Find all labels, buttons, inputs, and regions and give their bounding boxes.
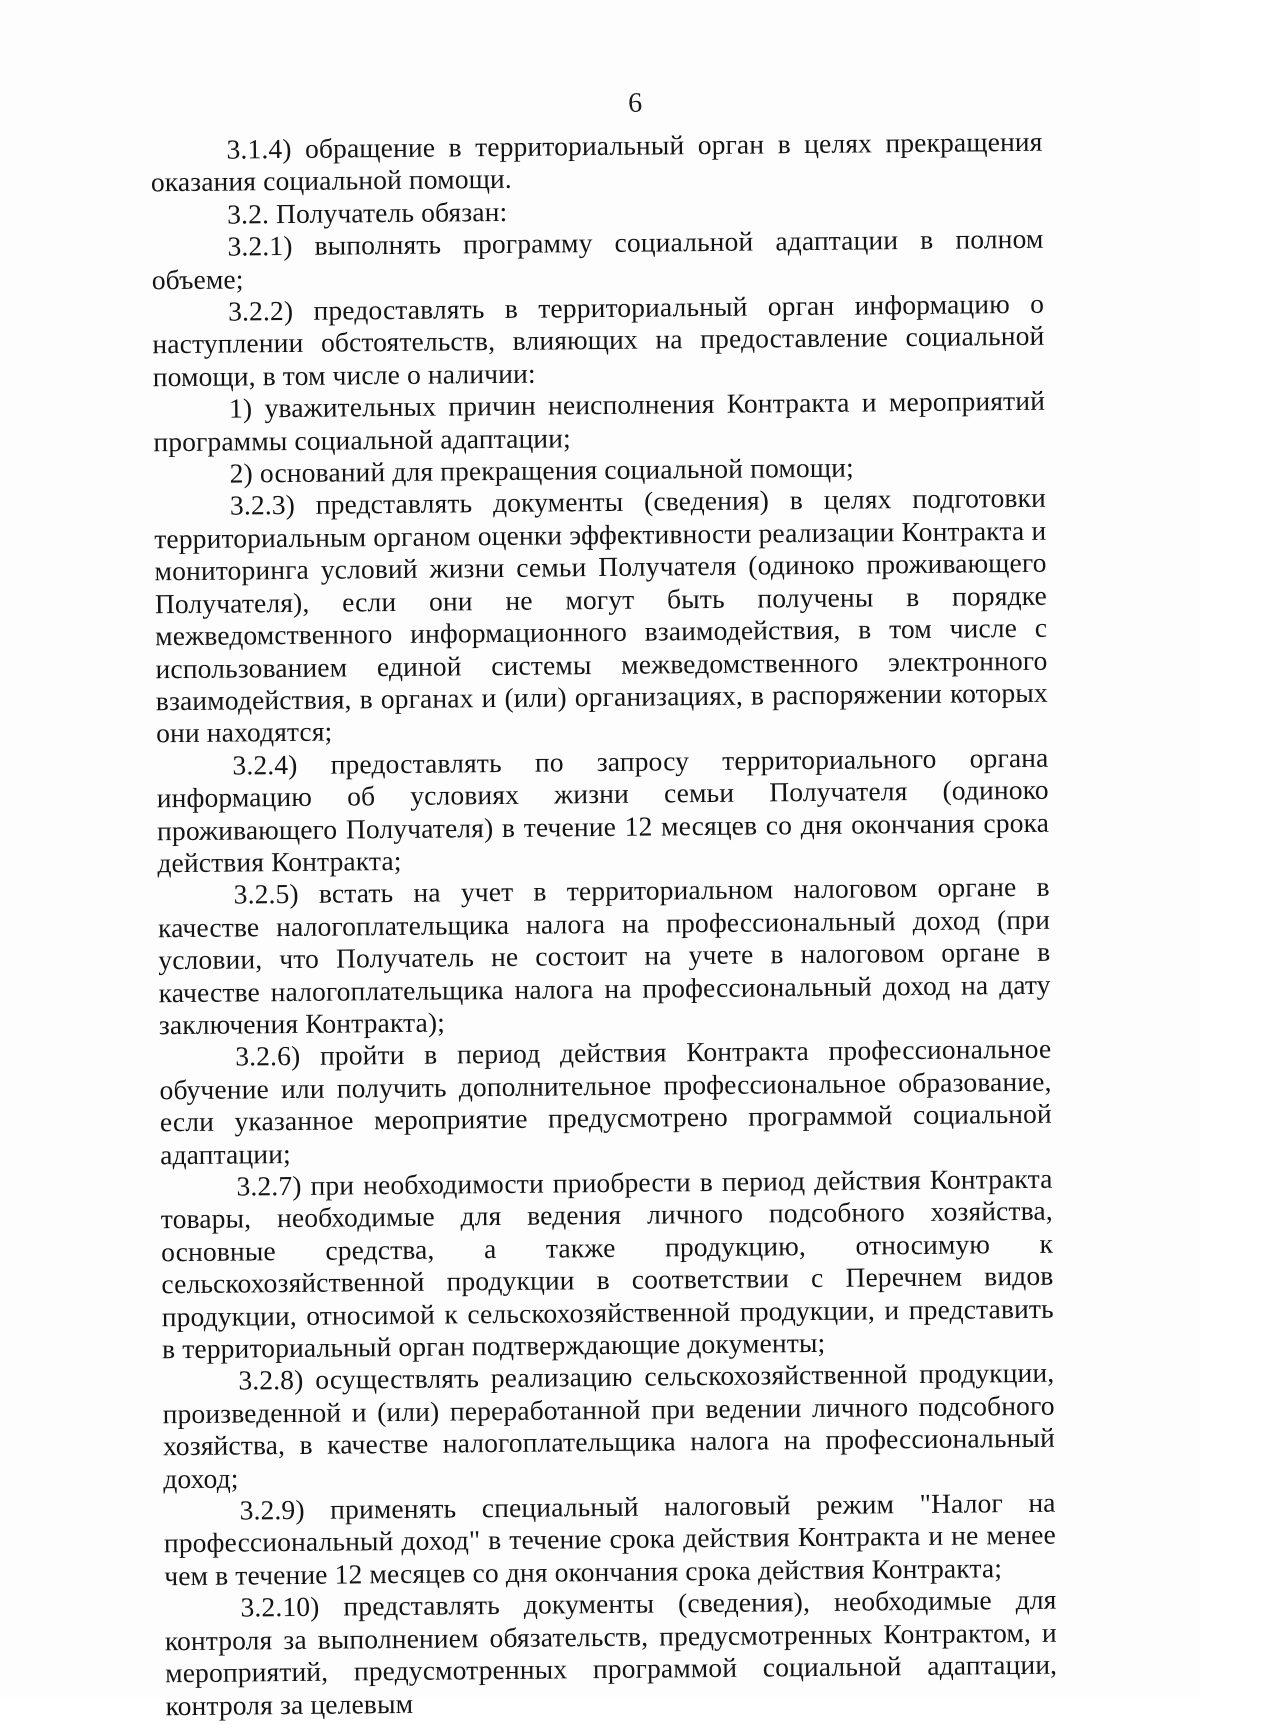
paragraph-3-2-8: 3.2.8) осуществлять реализацию сельскохозяйственной продукции, произведенной и (или) переработанной при ведении личного подсобного хозяйства, в качестве налогоплательщика налога на профессиональный доход; xyxy=(162,1357,1056,1494)
paragraph-3-2: 3.2. Получатель обязан: xyxy=(227,195,508,230)
page-number: 6 xyxy=(627,87,643,119)
paragraph-3-2-7: 3.2.7) при необходимости приобрести в период действия Контракта товары, необходимые для ведения личного подсобного хозяйства, основные средства, а также продукцию, относимую к сельскохозяйственной продукции в соответствии с Перечнем видов продукции, относимой к сельскохозяйственной продукции, и представить в территориальный орган подтверждающие документы; xyxy=(160,1162,1054,1365)
paragraph-3-2-6: 3.2.6) пройти в период действия Контракта профессиональное обучение или получить дополнительное профессиональное образование, если указанное мероприятие предусмотрено программой социальной адаптации; xyxy=(159,1033,1052,1170)
document-body xyxy=(150,126,1057,1722)
paragraph-3-2-1: 3.2.1) выполнять программу социальной адаптации в полном объеме; xyxy=(151,222,1044,295)
paragraph-item-2: 2) оснований для прекращения социальной помощи; xyxy=(229,451,854,489)
paragraph-item-1: 1) уважительных причин неисполнения Контракта и мероприятий программы социальной адаптации; xyxy=(153,384,1046,457)
paragraph-3-2-10: 3.2.10) представлять документы (сведения), необходимые для контроля за выполнением обязательств, предусмотренных Контрактом, и мероприятий, предусмотренных программой социальной адаптации, контроля за целевым xyxy=(164,1583,1058,1721)
paragraph-3-2-9: 3.2.9) применять специальный налоговый режим "Налог на профессиональный доход" в течение срока действия Контракта и не менее чем в течение 12 месяцев со дня окончания срока действия Контракта; xyxy=(163,1486,1057,1592)
paragraph-3-2-4: 3.2.4) предоставлять по запросу территориального органа информацию об условиях жизни семьи Получателя (одиноко проживающего Получателя) в течение 12 месяцев со дня окончания срока действия Контракта; xyxy=(156,741,1050,879)
paragraph-3-2-5: 3.2.5) встать на учет в территориальном налоговом органе в качестве налогоплательщика налога на профессиональный доход (при условии, что Получатель не состоит на учете в налоговом органе в качестве налогоплательщика налога на профессиональный доход на дату заключения Контракта); xyxy=(157,871,1051,1041)
paragraph-3-1-4: 3.1.4) обращение в территориальный орган в целях прекращения оказания социальной помощи. xyxy=(150,125,1043,198)
paragraph-3-2-3: 3.2.3) представлять документы (сведения) в целях подготовки территориальным органом оценки эффективности реализации Контракта и мониторинга условий жизни семьи Получателя (одиноко проживающего Получателя), если они не могут быть получены в порядке межведомственного информационного взаимодействия, в том числе с использованием единой системы межведомственного электронного взаимодействия, в органах и (или) организациях, в распоряжении которых они находятся; xyxy=(154,482,1048,749)
paragraph-3-2-2: 3.2.2) предоставлять в территориальный орган информацию о наступлении обстоятельств, влияющих на предоставление социальной помощи, в том числе о наличии: xyxy=(152,287,1045,393)
